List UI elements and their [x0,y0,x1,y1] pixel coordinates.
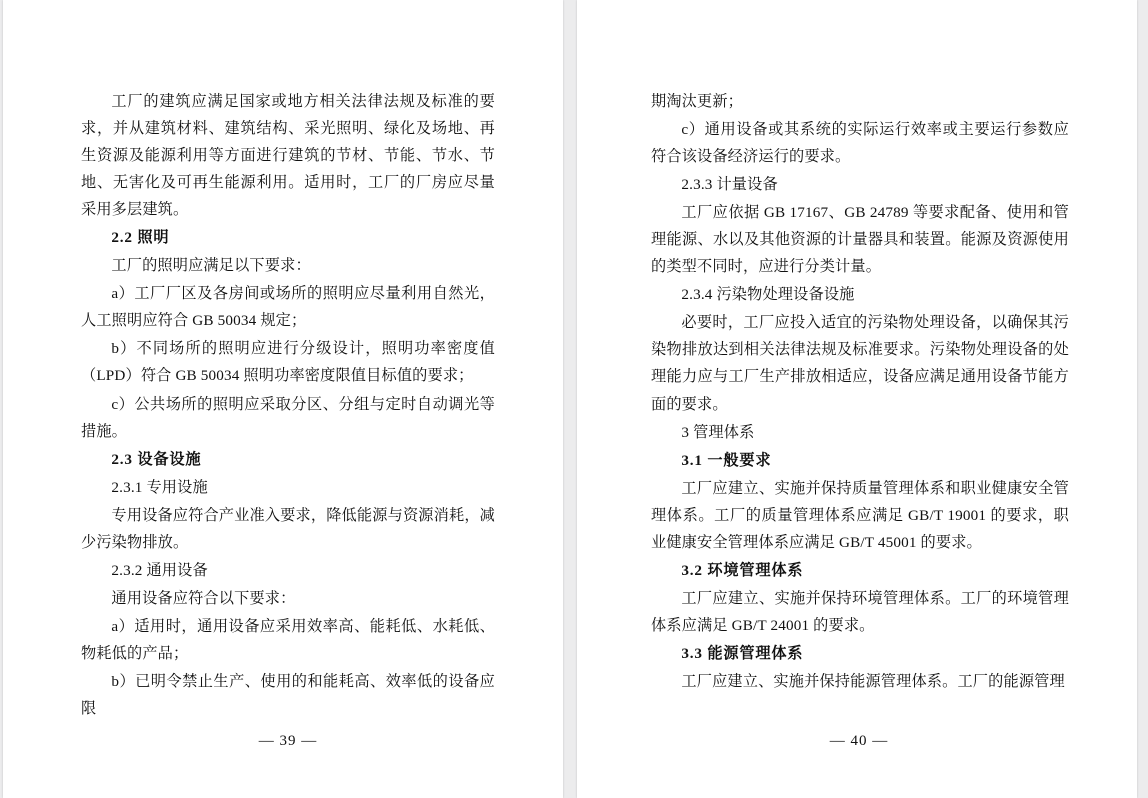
paragraph: 必要时，工厂应投入适宜的污染物处理设备，以确保其污染物排放达到相关法律法规及标准要求。污染物处理设备的处理能力应与工厂生产排放相适应，设备应满足通用设备节能方面的要求。 [651,314,1069,413]
page-right-body [577,88,1137,696]
section-heading: 3 管理体系 [681,423,755,441]
page-right [577,0,1137,798]
page-left-body [3,88,563,723]
paragraph: b）不同场所的照明应进行分级设计，照明功率密度值（LPD）符合 GB 50034 照明功率密度限值目标值的要求； [81,340,495,385]
page-number-left: — 39 — [258,733,318,749]
subsection-heading: 2.3.3 计量设备 [681,176,778,194]
subsection-heading: 2.3.2 通用设备 [111,561,208,579]
paragraph: 工厂的建筑应满足国家或地方相关法律法规及标准的要求，并从建筑材料、建筑结构、采光照明、绿化及场地、再生资源及能源利用等方面进行建筑的节材、节能、节水、节地、无害化及可再生能源利用。适用时，工厂的厂房应尽量采用多层建筑。 [81,93,495,219]
paragraph: 工厂应建立、实施并保持能源管理体系。工厂的能源管理 [681,672,1065,690]
section-heading: 2.3 设备设施 [111,450,202,468]
section-heading: 3.3 能源管理体系 [681,644,804,662]
paragraph: b）已明令禁止生产、使用的和能耗高、效率低的设备应限 [81,672,495,718]
paragraph: c）公共场所的照明应采取分区、分组与定时自动调光等措施。 [81,395,495,440]
page-left [3,0,563,798]
page-number-right: — 40 — [829,733,889,749]
section-heading: 3.2 环境管理体系 [681,561,804,579]
paragraph: a）工厂厂区及各房间或场所的照明应尽量利用自然光，人工照明应符合 GB 50034 规定； [81,285,495,330]
paragraph: 工厂应依据 GB 17167、GB 24789 等要求配备、使用和管理能源、水以及其他资源的计量器具和装置。能源及资源使用的类型不同时，应进行分类计量。 [651,204,1069,276]
paragraph: 专用设备应符合产业准入要求，降低能源与资源消耗，减少污染物排放。 [81,506,495,551]
subsection-heading: 2.3.1 专用设施 [111,478,208,496]
paragraph: 工厂应建立、实施并保持环境管理体系。工厂的环境管理体系应满足 GB/T 24001 的要求。 [651,589,1069,634]
paragraph: 工厂应建立、实施并保持质量管理体系和职业健康安全管理体系。工厂的质量管理体系应满足 GB/T 19001 的要求，职业健康安全管理体系应满足 GB/T 45001 的要求。 [651,479,1069,551]
section-heading: 2.2 照明 [111,229,170,247]
subsection-heading: 2.3.4 污染物处理设备设施 [681,286,855,304]
paragraph: 期淘汰更新； [651,93,744,110]
paragraph: a）适用时，通用设备应采用效率高、能耗低、水耗低、物耗低的产品； [81,617,495,662]
section-heading: 3.1 一般要求 [681,451,772,469]
paragraph: 通用设备应符合以下要求： [111,589,296,607]
paragraph: 工厂的照明应满足以下要求： [111,257,311,275]
paragraph: c）通用设备或其系统的实际运行效率或主要运行参数应符合该设备经济运行的要求。 [651,121,1069,166]
